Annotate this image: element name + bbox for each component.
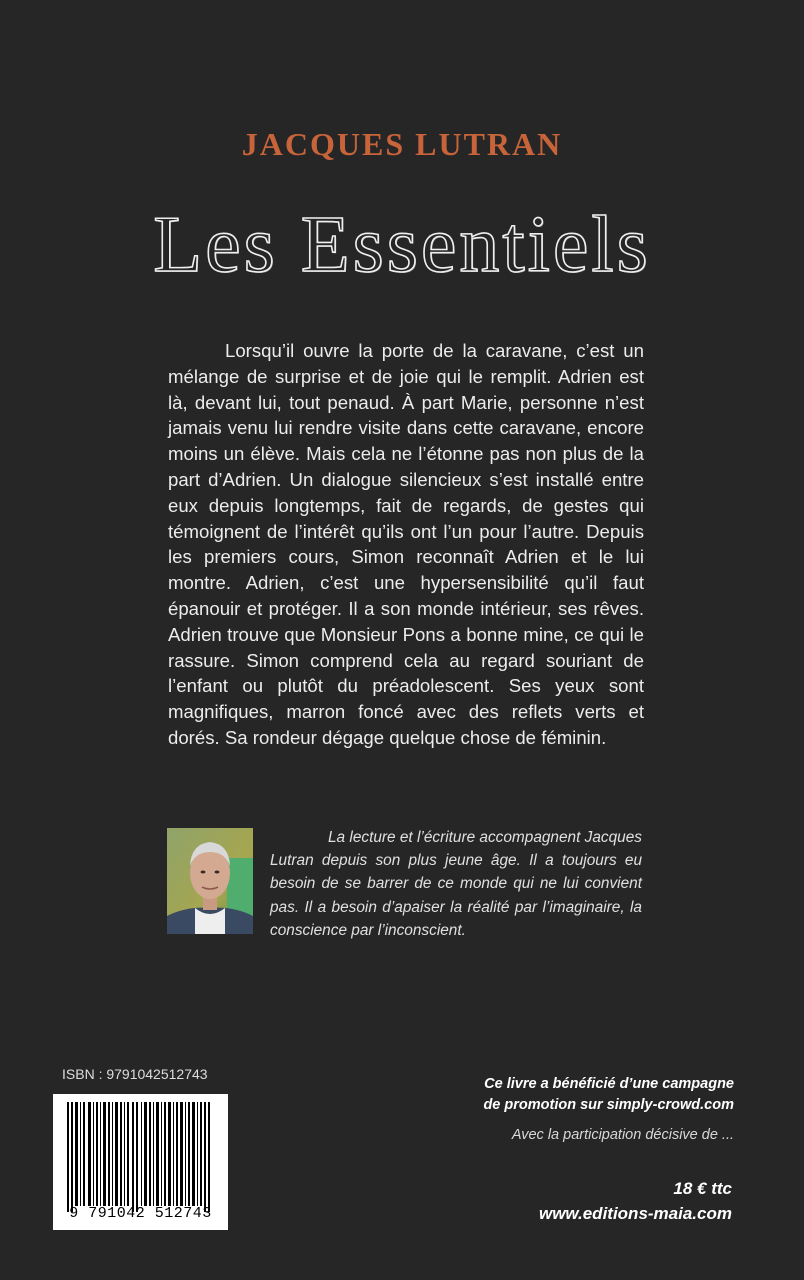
book-title: Les Essentiels [153, 201, 651, 289]
partner-text: Avec la participation décisive de ... [511, 1127, 734, 1143]
price-label: 18 € ttc [673, 1179, 732, 1198]
author-portrait-icon [167, 828, 253, 934]
promo-text [414, 1074, 734, 1116]
promo-line-1: Ce livre a bénéficié d’une campagne [484, 1076, 734, 1092]
barcode-digits: 9 791042 512743 [69, 1205, 212, 1222]
isbn-label: ISBN : 9791042512743 [62, 1066, 208, 1082]
synopsis-text: Lorsqu’il ouvre la porte de la caravane, c’est un mélange de surprise et de joie qui le remplit. Adrien est là, devant lui, tout penaud. À part Marie, personne n’est jamais venu lui rendre visite dans cette caravane, encore moins un élève. Mais cela ne l’étonne pas non plus de la part d’Adrien. Un dialogue silencieux s’est installé entre eux depuis longtemps, fait de regards, de gestes qui témoignent de l’intérêt qu’ils ont l’un pour l’autre. Depuis les premiers cours, Simon reconnaît Adrien et le lui montre. Adrien, c’est une hypersensibilité qu’il faut épanouir et protéger. Il a son monde intérieur, ses rêves. Adrien trouve que Monsieur Pons a bonne mine, ce qui le rassure. Simon comprend cela au regard souriant de l’enfant ou plutôt du préadolescent. Ses yeux sont magnifiques, marron foncé avec des reflets verts et dorés. Sa rondeur dégage quelque chose de féminin. [168, 340, 644, 748]
publisher-website: www.editions-maia.com [538, 1204, 732, 1223]
promo-line-2: de promotion sur simply-crowd.com [483, 1097, 734, 1113]
author-name: JACQUES LUTRAN [241, 126, 563, 162]
author-bio: La lecture et l’écriture accompagnent Jacques Lutran depuis son plus jeune âge. Il a toujours eu besoin de se barrer de ce monde qui ne lui convient pas. Il a besoin d’apaiser la réalité par l’imaginaire, la conscience par l’inconscient. [270, 829, 642, 939]
